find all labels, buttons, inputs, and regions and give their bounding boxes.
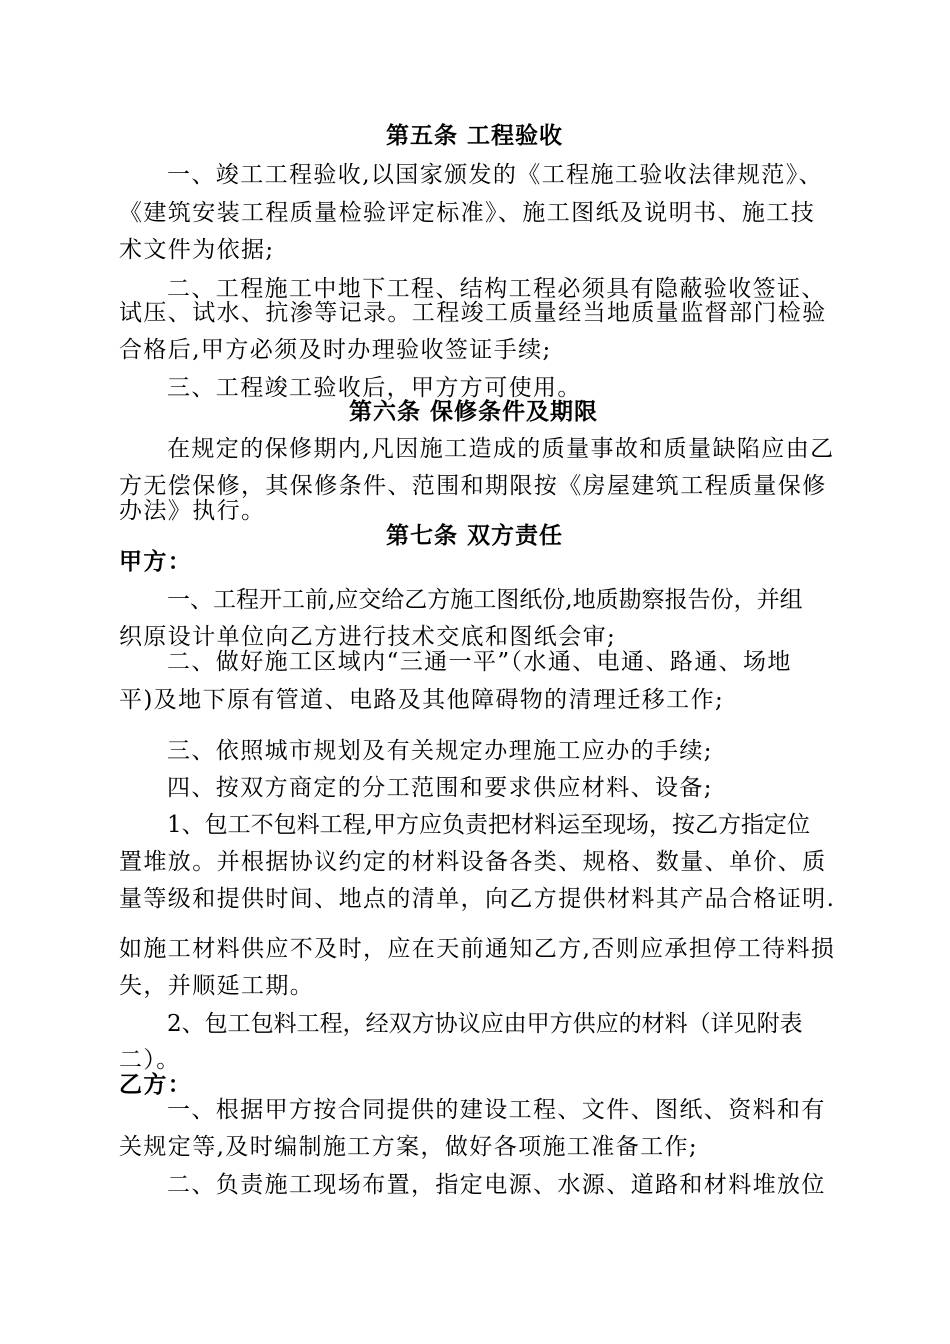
article-6-heading: 第六条 保修条件及期限 — [349, 399, 599, 425]
party-a-item1-line1: 一、工程开工前,应交给乙方施工图纸份,地质勘察报告份，并组 — [167, 587, 803, 613]
party-b-item2-line1: 二、负责施工现场布置，指定电源、水源、道路和材料堆放位 — [167, 1172, 826, 1198]
art5-p1-line2: 《建筑安装工程质量检验评定标准》、施工图纸及说明书、施工技 — [119, 200, 816, 226]
party-a-item4-2-line2: 二）。 — [119, 1047, 181, 1073]
art5-p1-line3: 术文件为依据; — [119, 237, 275, 263]
art5-p1-line1: 一、竣工工程验收,以国家颁发的《工程施工验收法律规范》、 — [167, 162, 824, 188]
party-a-item4-1-line1: 1、包工不包料工程,甲方应负责把材料运至现场，按乙方指定位 — [167, 812, 810, 838]
art5-p2-line3: 合格后,甲方必须及时办理验收签证手续; — [119, 337, 552, 363]
art6-p1-line2: 方无偿保修，其保修条件、范围和期限按《房屋建筑工程质量保修 — [119, 473, 827, 499]
party-b-item1-line1: 一、根据甲方按合同提供的建设工程、文件、图纸、资料和有 — [167, 1097, 826, 1123]
party-a-item2-line1: 二、做好施工区域内“三通一平”（水通、电通、路通、场地 — [167, 649, 792, 675]
party-a-item2-line2: 平)及地下原有管道、电路及其他障碍物的清理迁移工作; — [119, 687, 725, 713]
party-a-item4-1-line4: 如施工材料供应不及时，应在天前通知乙方,否则应承担停工待料损 — [119, 936, 836, 962]
art5-p2-line1: 二、工程施工中地下工程、结构工程必须具有隐蔽验收签证、 — [167, 276, 826, 302]
party-a-item3: 三、依照城市规划及有关规定办理施工应办的手续; — [167, 738, 713, 764]
party-a-item4-1-line5: 失，并顺延工期。 — [119, 973, 315, 999]
art6-p1-line3: 办法》执行。 — [119, 498, 266, 524]
art6-p1-line1: 在规定的保修期内,凡因施工造成的质量事故和质量缺陷应由乙 — [167, 436, 835, 462]
party-b-label: 乙方： — [119, 1072, 193, 1098]
art5-p3-line1: 三、工程竣工验收后，甲方方可使用。 — [167, 375, 582, 401]
party-a-item4-1-line2: 置堆放。并根据协议约定的材料设备各类、规格、数量、单价、质 — [119, 849, 827, 875]
art5-p2-line2: 试压、试水、抗渗等记录。工程竣工质量经当地质量监督部门检验 — [119, 300, 827, 326]
party-a-item4: 四、按双方商定的分工范围和要求供应材料、设备; — [167, 775, 713, 801]
party-b-item1-line2: 关规定等,及时编制施工方案，做好各项施工准备工作; — [119, 1134, 699, 1160]
article-7-heading: 第七条 双方责任 — [386, 523, 564, 549]
party-a-item4-2-line1: 2、包工包料工程，经双方协议应由甲方供应的材料（详见附表 — [167, 1011, 803, 1037]
party-a-item4-1-line3: 量等级和提供时间、地点的清单，向乙方提供材料其产品合格证明. — [119, 886, 836, 912]
article-5-heading: 第五条 工程验收 — [386, 123, 564, 149]
party-a-item1-line2: 织原设计单位向乙方进行技术交底和图纸会审; — [119, 624, 617, 650]
party-a-label: 甲方： — [119, 549, 193, 575]
